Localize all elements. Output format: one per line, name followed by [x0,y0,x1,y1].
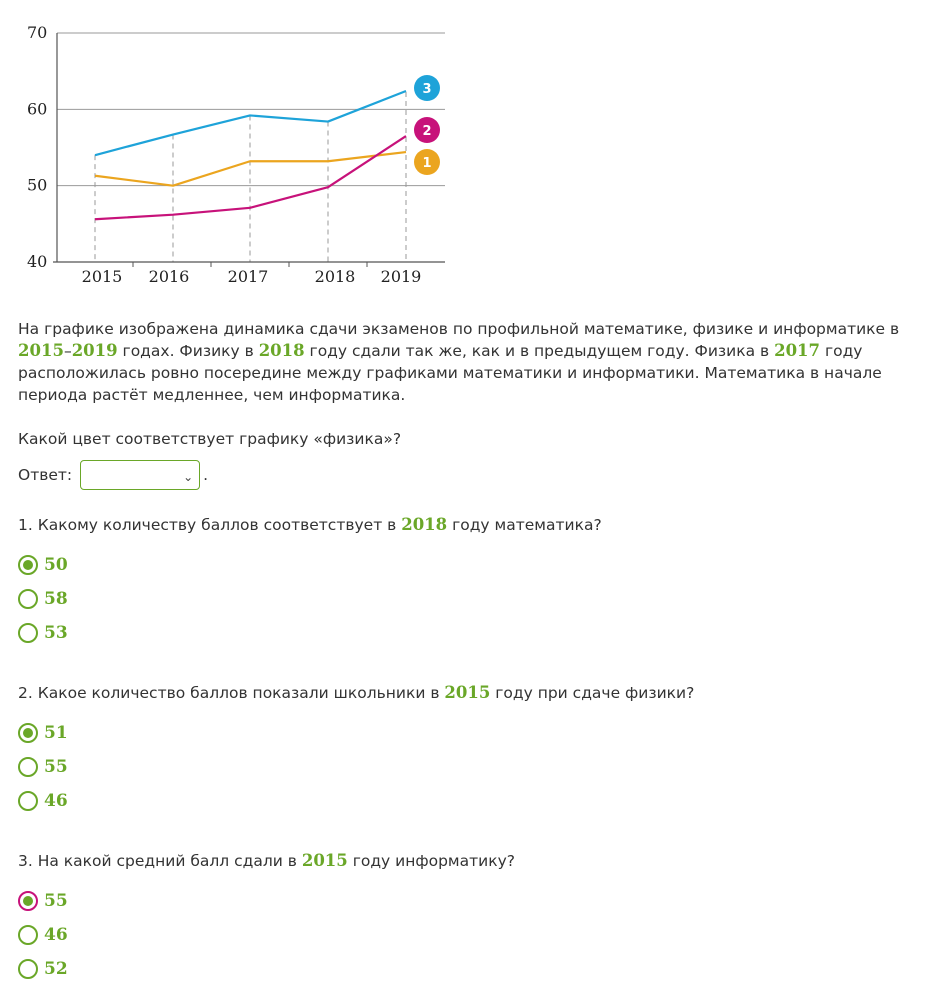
chart-grid [57,33,445,186]
series-badges [414,75,440,175]
question-title: 1. Какому количеству баллов соответствует в 2018 году математика? [18,515,602,534]
y-tick-label: 50 [27,175,48,195]
task-content [18,318,918,986]
badge-number: 2 [422,124,432,139]
option-label: 50 [44,555,68,575]
option-row[interactable] [18,750,918,784]
question-3 [18,850,918,986]
answer-label: Ответ: [18,466,73,484]
line-chart [0,0,470,300]
x-tick-label: 2017 [227,267,269,286]
options [18,548,918,650]
x-tick-labels [82,267,422,286]
series-line-2 [95,136,406,219]
options [18,716,918,818]
option-row[interactable] [18,716,918,750]
option-label: 46 [44,791,68,811]
option-label: 53 [44,623,68,643]
radio[interactable] [18,623,38,643]
option-row[interactable] [18,884,918,918]
options [18,884,918,986]
radio[interactable] [18,757,38,777]
option-row[interactable] [18,952,918,986]
x-tick-label: 2015 [81,267,123,286]
series-badge-3 [414,75,440,101]
question-title: 3. На какой средний балл сдали в 2015 году информатику? [18,851,515,870]
option-row[interactable] [18,582,918,616]
y-tick-label: 70 [27,23,48,42]
radio-selected[interactable] [18,555,38,575]
option-label: 58 [44,589,68,609]
answer-row [18,458,918,492]
radio[interactable] [18,925,38,945]
x-tick-label: 2016 [148,267,190,286]
option-label: 52 [44,959,68,979]
answer-dropdown[interactable] [80,460,200,490]
radio-selected[interactable] [18,723,38,743]
radio[interactable] [18,589,38,609]
option-row[interactable] [18,918,918,952]
option-label: 46 [44,925,68,945]
y-tick-labels [27,23,47,271]
main-question: Какой цвет соответствует графику «физика»? [18,430,402,448]
answer-period: . [203,466,209,484]
radio-selected[interactable] [18,891,38,911]
option-label: 55 [44,891,68,911]
x-tick-label: 2019 [380,267,422,286]
series-badge-2 [414,117,440,143]
badge-number: 1 [422,156,432,171]
y-tick-label: 60 [27,99,48,119]
radio[interactable] [18,959,38,979]
series-badge-1 [414,149,440,175]
chart-dashed-guides [95,92,406,262]
option-label: 55 [44,757,68,777]
question-title: 2. Какое количество баллов показали школьники в 2015 году при сдаче физики? [18,683,695,702]
x-tick-label: 2018 [314,267,356,286]
question-2 [18,682,918,818]
option-row[interactable] [18,616,918,650]
option-row[interactable] [18,784,918,818]
option-label: 51 [44,723,68,743]
y-tick-label: 40 [27,252,48,271]
radio[interactable] [18,791,38,811]
task-description: На графике изображена динамика сдачи экзаменов по профильной математике, физике и информатике в 2015–2019 годах. Физику в 2018 году сдали так же, как и в предыдущем году. Физика в 2017 году расположилась ровно посередине между графиками математики и информатики. Математика в начале периода растёт медленнее, чем информатика. [18,320,900,404]
badge-number: 3 [422,82,432,97]
option-row[interactable] [18,548,918,582]
chevron-down-icon: ⌄ [183,470,194,484]
question-1 [18,514,918,650]
